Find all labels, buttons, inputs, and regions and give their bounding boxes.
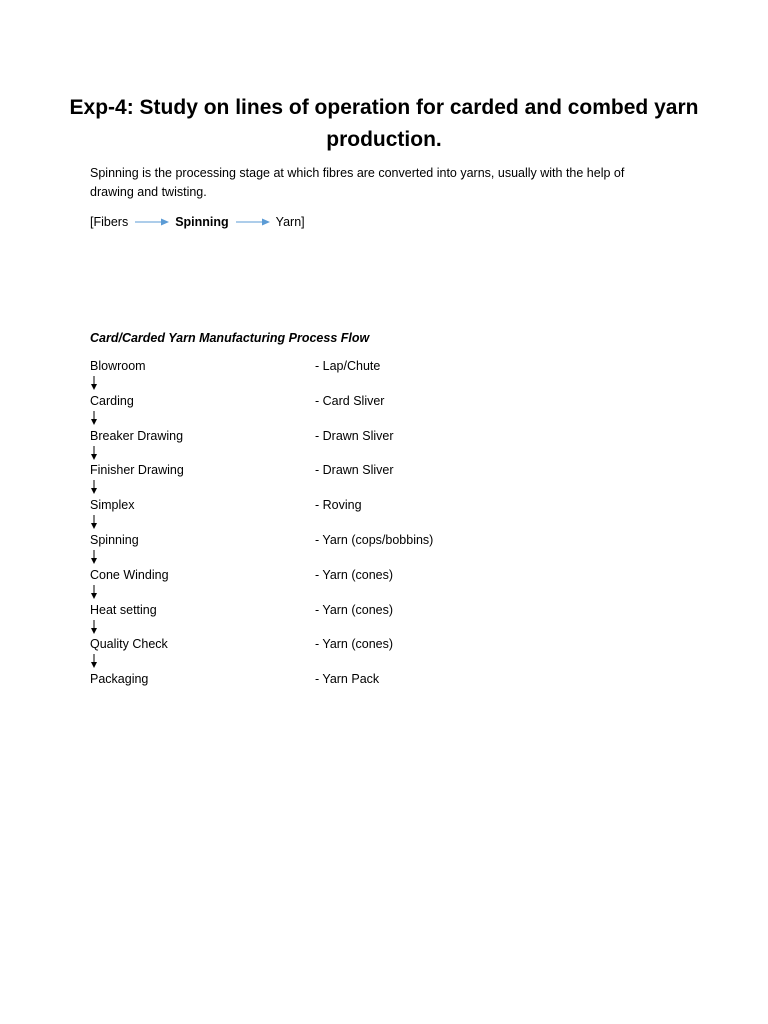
step-name: Quality Check [90, 637, 168, 652]
down-arrow-icon [90, 549, 98, 565]
process-flow [90, 357, 510, 705]
process-step [90, 531, 510, 566]
right-arrow-icon [236, 217, 270, 227]
flow-start-label: [Fibers [90, 215, 129, 229]
step-output: - Yarn (cops/bobbins) [315, 532, 434, 547]
step-name: Cone Winding [90, 567, 169, 582]
process-step [90, 427, 510, 462]
step-name: Carding [90, 393, 134, 408]
process-step [90, 670, 510, 705]
step-name: Spinning [90, 532, 139, 547]
step-name: Simplex [90, 498, 135, 513]
down-arrow-icon [90, 619, 98, 635]
section-heading: Card/Carded Yarn Manufacturing Process Flow [90, 331, 370, 345]
process-step [90, 496, 510, 531]
down-arrow-icon [90, 514, 98, 530]
intro-paragraph: Spinning is the processing stage at which fibres are converted into yarns, usually with the help of drawing and twisting. [90, 166, 625, 199]
process-step [90, 635, 510, 670]
step-name: Finisher Drawing [90, 463, 184, 478]
step-output: - Yarn (cones) [315, 637, 394, 652]
step-name: Blowroom [90, 359, 146, 373]
step-output: - Drawn Sliver [315, 463, 394, 478]
process-step [90, 357, 510, 392]
process-step [90, 566, 510, 601]
step-name: Heat setting [90, 602, 157, 617]
down-arrow-icon [90, 445, 98, 461]
down-arrow-icon [90, 653, 98, 669]
flow-end-label: Yarn] [275, 215, 305, 229]
step-name: Packaging [90, 672, 149, 687]
down-arrow-icon [90, 584, 98, 600]
step-output: - Yarn Pack [315, 672, 380, 687]
step-output: - Card Sliver [315, 393, 385, 408]
step-output: - Lap/Chute [315, 359, 381, 373]
step-output: - Drawn Sliver [315, 428, 394, 443]
step-name: Breaker Drawing [90, 428, 184, 443]
step-output: - Yarn (cones) [315, 602, 394, 617]
fiber-to-yarn-flow [90, 213, 305, 231]
down-arrow-icon [90, 375, 98, 391]
page-title: Exp-4: Study on lines of operation for carded and combed yarn production. [69, 96, 699, 151]
process-step [90, 392, 510, 427]
down-arrow-icon [90, 410, 98, 426]
process-step [90, 601, 510, 636]
step-output: - Yarn (cones) [315, 567, 394, 582]
step-output: - Roving [315, 498, 362, 513]
right-arrow-icon [135, 217, 169, 227]
process-step [90, 461, 510, 496]
flow-middle-label: Spinning [175, 215, 229, 229]
down-arrow-icon [90, 479, 98, 495]
